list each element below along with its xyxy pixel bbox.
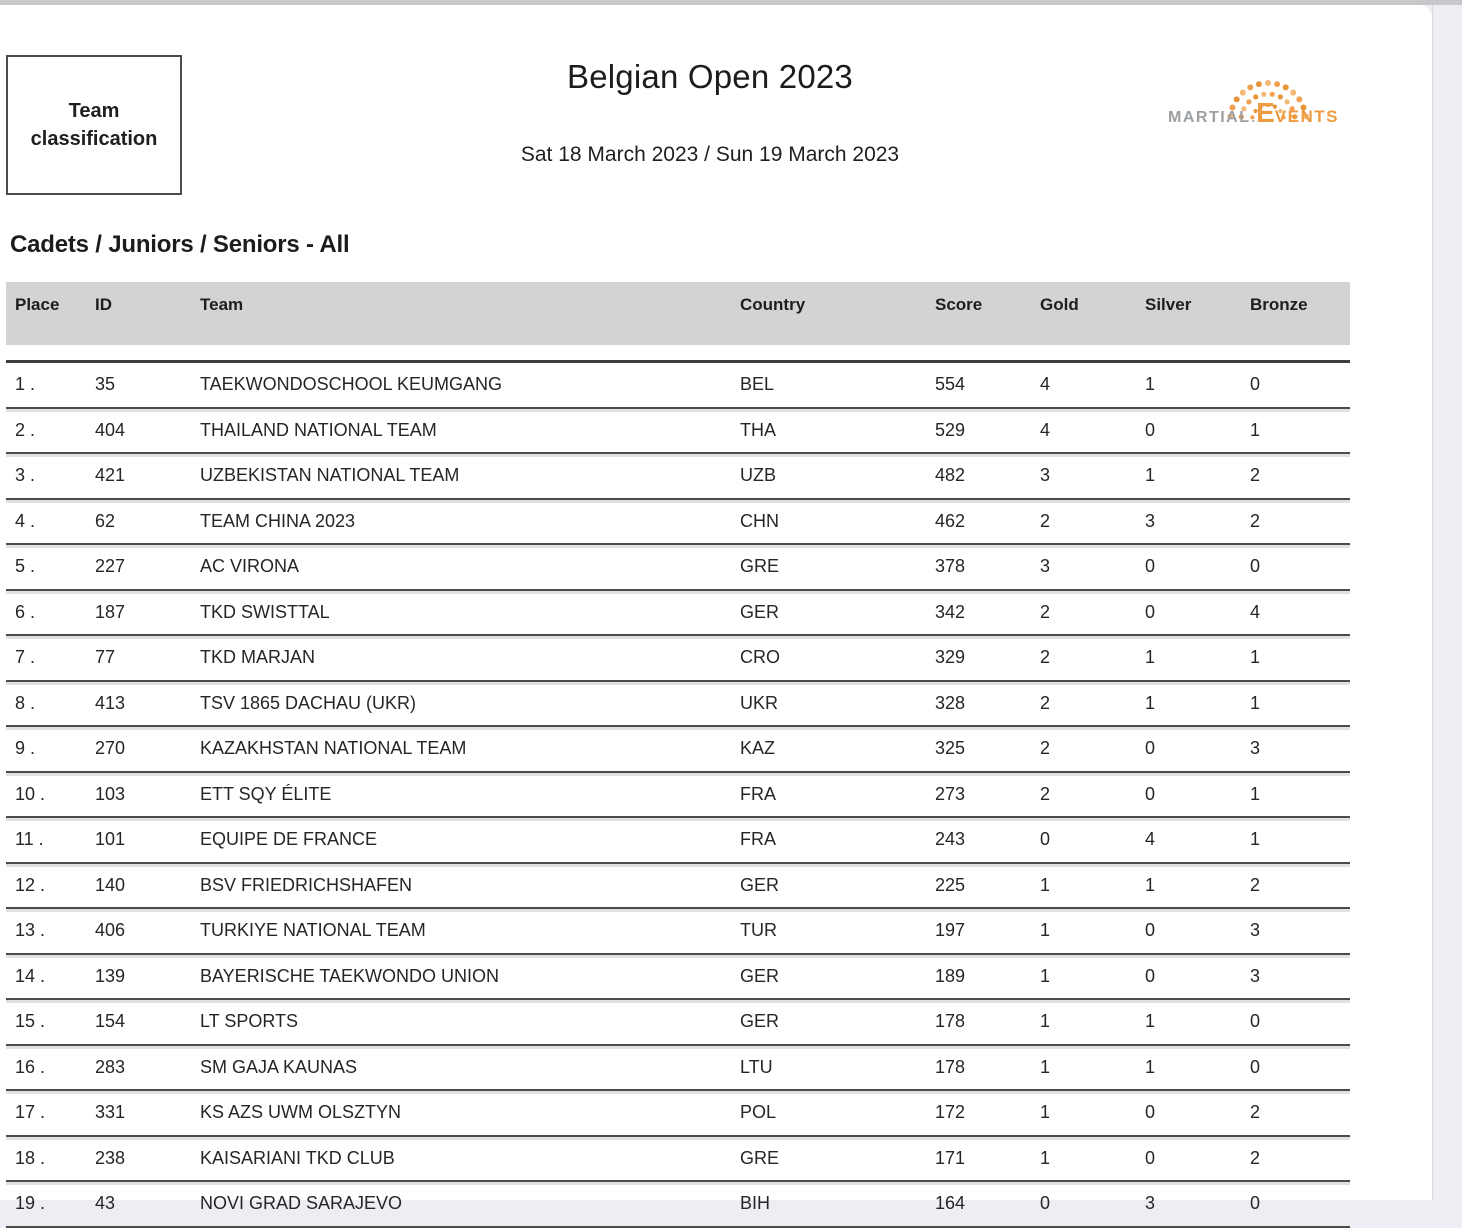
cell-bronze: 3 xyxy=(1250,738,1261,759)
cell-gold: 0 xyxy=(1040,829,1051,850)
martial-events-logo xyxy=(1168,55,1368,127)
cell-bronze: 2 xyxy=(1250,1147,1261,1168)
cell-bronze: 0 xyxy=(1250,374,1261,395)
cell-gold: 2 xyxy=(1040,783,1051,804)
cell-silver: 0 xyxy=(1145,965,1156,986)
cell-country: BIH xyxy=(740,1193,771,1214)
cell-score: 462 xyxy=(935,510,966,531)
cell-bronze: 2 xyxy=(1250,510,1261,531)
cell-country: UKR xyxy=(740,692,779,713)
table-body xyxy=(6,360,1350,1228)
cell-place: 17 . xyxy=(15,1102,46,1123)
cell-gold: 3 xyxy=(1040,465,1051,486)
cell-score: 178 xyxy=(935,1011,966,1032)
cell-gold: 2 xyxy=(1040,647,1051,668)
cell-team: TAEKWONDOSCHOOL KEUMGANG xyxy=(200,374,503,395)
table-row xyxy=(6,500,1350,546)
cell-score: 329 xyxy=(935,647,966,668)
cell-silver: 1 xyxy=(1145,374,1156,395)
table-row xyxy=(6,1137,1350,1183)
cell-place: 3 . xyxy=(15,465,36,486)
cell-gold: 2 xyxy=(1040,738,1051,759)
cell-team: SM GAJA KAUNAS xyxy=(200,1056,358,1077)
cell-country: FRA xyxy=(740,783,776,804)
cell-bronze: 0 xyxy=(1250,1056,1261,1077)
header-place: Place xyxy=(15,295,60,314)
cell-bronze: 1 xyxy=(1250,647,1261,668)
cell-gold: 2 xyxy=(1040,692,1051,713)
cell-score: 243 xyxy=(935,829,966,850)
event-dates: Sat 18 March 2023 / Sun 19 March 2023 xyxy=(520,143,900,166)
cell-place: 6 . xyxy=(15,601,36,622)
cell-country: GER xyxy=(740,601,780,622)
cell-place: 7 . xyxy=(15,647,36,668)
cell-silver: 4 xyxy=(1145,829,1156,850)
table-row xyxy=(6,545,1350,591)
cell-bronze: 1 xyxy=(1250,783,1261,804)
header-bronze: Bronze xyxy=(1250,295,1308,314)
cell-place: 12 . xyxy=(15,874,46,895)
cell-id: 406 xyxy=(95,920,126,941)
cell-team: TURKIYE NATIONAL TEAM xyxy=(200,920,426,941)
header-gold: Gold xyxy=(1040,295,1079,314)
cell-gold: 1 xyxy=(1040,920,1051,941)
cell-team: LT SPORTS xyxy=(200,1011,299,1032)
section-title: Cadets / Juniors / Seniors - All xyxy=(10,231,350,258)
cell-score: 378 xyxy=(935,556,966,577)
cell-team: BSV FRIEDRICHSHAFEN xyxy=(200,874,413,895)
cell-silver: 0 xyxy=(1145,783,1156,804)
cell-place: 2 . xyxy=(15,419,36,440)
cell-id: 35 xyxy=(95,374,116,395)
cell-score: 171 xyxy=(935,1147,966,1168)
table-row xyxy=(6,818,1350,864)
cell-score: 225 xyxy=(935,874,966,895)
cell-score: 164 xyxy=(935,1193,966,1214)
cell-score: 273 xyxy=(935,783,966,804)
cell-bronze: 0 xyxy=(1250,556,1261,577)
cell-team: THAILAND NATIONAL TEAM xyxy=(200,419,437,440)
cell-silver: 0 xyxy=(1145,738,1156,759)
cell-place: 13 . xyxy=(15,920,46,941)
cell-gold: 1 xyxy=(1040,874,1051,895)
cell-silver: 1 xyxy=(1145,692,1156,713)
cell-place: 15 . xyxy=(15,1011,46,1032)
table-row xyxy=(6,682,1350,728)
cell-id: 238 xyxy=(95,1147,126,1168)
cell-score: 342 xyxy=(935,601,966,622)
table-header-row xyxy=(6,282,1350,345)
cell-silver: 3 xyxy=(1145,510,1156,531)
cell-country: UZB xyxy=(740,465,776,486)
cell-silver: 1 xyxy=(1145,647,1156,668)
viewer-top-edge xyxy=(0,0,1462,5)
cell-id: 227 xyxy=(95,556,126,577)
header-team: Team xyxy=(200,295,244,314)
cell-gold: 2 xyxy=(1040,510,1051,531)
cell-team: TKD MARJAN xyxy=(200,647,316,668)
table-row xyxy=(6,1000,1350,1046)
cell-bronze: 0 xyxy=(1250,1193,1261,1214)
cell-country: LTU xyxy=(740,1056,773,1077)
cell-place: 5 . xyxy=(15,556,36,577)
table-row xyxy=(6,1182,1350,1228)
cell-place: 1 . xyxy=(15,374,36,395)
cell-silver: 1 xyxy=(1145,1011,1156,1032)
cell-bronze: 1 xyxy=(1250,419,1261,440)
cell-team: KS AZS UWM OLSZTYN xyxy=(200,1102,402,1123)
cell-team: UZBEKISTAN NATIONAL TEAM xyxy=(200,465,460,486)
cell-place: 18 . xyxy=(15,1147,46,1168)
cell-silver: 0 xyxy=(1145,419,1156,440)
cell-team: TSV 1865 DACHAU (UKR) xyxy=(200,692,417,713)
cell-id: 187 xyxy=(95,601,126,622)
cell-bronze: 4 xyxy=(1250,601,1261,622)
cell-silver: 0 xyxy=(1145,920,1156,941)
cell-id: 154 xyxy=(95,1011,126,1032)
cell-place: 14 . xyxy=(15,965,46,986)
cell-country: POL xyxy=(740,1102,777,1123)
table-row xyxy=(6,727,1350,773)
cell-score: 482 xyxy=(935,465,966,486)
cell-score: 325 xyxy=(935,738,966,759)
cell-gold: 1 xyxy=(1040,1056,1051,1077)
cell-id: 103 xyxy=(95,783,126,804)
cell-place: 16 . xyxy=(15,1056,46,1077)
table-row xyxy=(6,773,1350,819)
cell-country: GRE xyxy=(740,556,780,577)
cell-country: GER xyxy=(740,965,780,986)
cell-team: KAZAKHSTAN NATIONAL TEAM xyxy=(200,738,467,759)
cell-country: TUR xyxy=(740,920,777,941)
cell-silver: 0 xyxy=(1145,601,1156,622)
cell-place: 11 . xyxy=(15,829,44,850)
cell-country: THA xyxy=(740,419,776,440)
cell-score: 172 xyxy=(935,1102,966,1123)
table-row xyxy=(6,955,1350,1001)
cell-gold: 3 xyxy=(1040,556,1051,577)
cell-gold: 4 xyxy=(1040,374,1051,395)
cell-id: 77 xyxy=(95,647,116,668)
table-row xyxy=(6,864,1350,910)
table-row xyxy=(6,909,1350,955)
cell-country: GER xyxy=(740,1011,780,1032)
cell-bronze: 3 xyxy=(1250,965,1261,986)
cell-silver: 0 xyxy=(1145,1147,1156,1168)
cell-place: 8 . xyxy=(15,692,36,713)
badge-label: Team classification xyxy=(30,100,158,150)
cell-silver: 3 xyxy=(1145,1193,1156,1214)
logo-word-events-initial: E xyxy=(1256,97,1275,128)
cell-team: ETT SQY ÉLITE xyxy=(200,783,332,804)
scrollbar-track[interactable] xyxy=(1432,5,1462,1200)
header-id: ID xyxy=(95,295,112,314)
header-country: Country xyxy=(740,295,806,314)
cell-silver: 1 xyxy=(1145,874,1156,895)
cell-bronze: 2 xyxy=(1250,1102,1261,1123)
cell-country: KAZ xyxy=(740,738,776,759)
cell-id: 283 xyxy=(95,1056,126,1077)
cell-team: NOVI GRAD SARAJEVO xyxy=(200,1193,403,1214)
cell-place: 19 . xyxy=(15,1193,46,1214)
table-row xyxy=(6,409,1350,455)
cell-silver: 1 xyxy=(1145,465,1156,486)
table-row xyxy=(6,1046,1350,1092)
cell-team: TEAM CHINA 2023 xyxy=(200,510,356,531)
cell-bronze: 2 xyxy=(1250,874,1261,895)
cell-score: 197 xyxy=(935,920,966,941)
table-row xyxy=(6,1091,1350,1137)
cell-silver: 0 xyxy=(1145,1102,1156,1123)
table-row xyxy=(6,454,1350,500)
cell-id: 62 xyxy=(95,510,116,531)
cell-bronze: 2 xyxy=(1250,465,1261,486)
cell-gold: 1 xyxy=(1040,1102,1051,1123)
cell-id: 101 xyxy=(95,829,126,850)
cell-bronze: 1 xyxy=(1250,692,1261,713)
cell-score: 178 xyxy=(935,1056,966,1077)
cell-gold: 1 xyxy=(1040,965,1051,986)
cell-country: GRE xyxy=(740,1147,780,1168)
cell-bronze: 1 xyxy=(1250,829,1261,850)
cell-gold: 1 xyxy=(1040,1147,1051,1168)
cell-team: TKD SWISTTAL xyxy=(200,601,330,622)
cell-bronze: 0 xyxy=(1250,1011,1261,1032)
logo-text xyxy=(1168,99,1368,127)
cell-team: KAISARIANI TKD CLUB xyxy=(200,1147,395,1168)
logo-separator-dot: . xyxy=(1251,110,1256,125)
table-row xyxy=(6,363,1350,409)
cell-gold: 4 xyxy=(1040,419,1051,440)
document-page xyxy=(0,5,1432,1214)
cell-country: CRO xyxy=(740,647,780,668)
cell-place: 4 . xyxy=(15,510,36,531)
cell-gold: 1 xyxy=(1040,1011,1051,1032)
cell-id: 139 xyxy=(95,965,126,986)
cell-country: GER xyxy=(740,874,780,895)
event-title: Belgian Open 2023 xyxy=(567,58,853,95)
cell-bronze: 3 xyxy=(1250,920,1261,941)
cell-id: 331 xyxy=(95,1102,126,1123)
cell-team: EQUIPE DE FRANCE xyxy=(200,829,378,850)
cell-team: AC VIRONA xyxy=(200,556,300,577)
header-silver: Silver xyxy=(1145,295,1192,314)
cell-score: 529 xyxy=(935,419,966,440)
cell-place: 10 . xyxy=(15,783,46,804)
cell-silver: 1 xyxy=(1145,1056,1156,1077)
cell-country: CHN xyxy=(740,510,779,531)
cell-id: 140 xyxy=(95,874,126,895)
cell-silver: 0 xyxy=(1145,556,1156,577)
cell-score: 554 xyxy=(935,374,966,395)
cell-country: BEL xyxy=(740,374,775,395)
logo-word-martial: MARTIAL xyxy=(1168,109,1251,126)
cell-id: 421 xyxy=(95,465,126,486)
cell-id: 43 xyxy=(95,1193,116,1214)
cell-score: 189 xyxy=(935,965,966,986)
cell-id: 413 xyxy=(95,692,126,713)
cell-gold: 0 xyxy=(1040,1193,1051,1214)
cell-id: 404 xyxy=(95,419,126,440)
logo-word-events-rest: VENTS xyxy=(1274,107,1339,126)
cell-score: 328 xyxy=(935,692,966,713)
cell-team: BAYERISCHE TAEKWONDO UNION xyxy=(200,965,500,986)
table-row xyxy=(6,636,1350,682)
cell-gold: 2 xyxy=(1040,601,1051,622)
table-row xyxy=(6,591,1350,637)
cell-place: 9 . xyxy=(15,738,36,759)
cell-country: FRA xyxy=(740,829,776,850)
cell-id: 270 xyxy=(95,738,126,759)
header-score: Score xyxy=(935,295,983,314)
